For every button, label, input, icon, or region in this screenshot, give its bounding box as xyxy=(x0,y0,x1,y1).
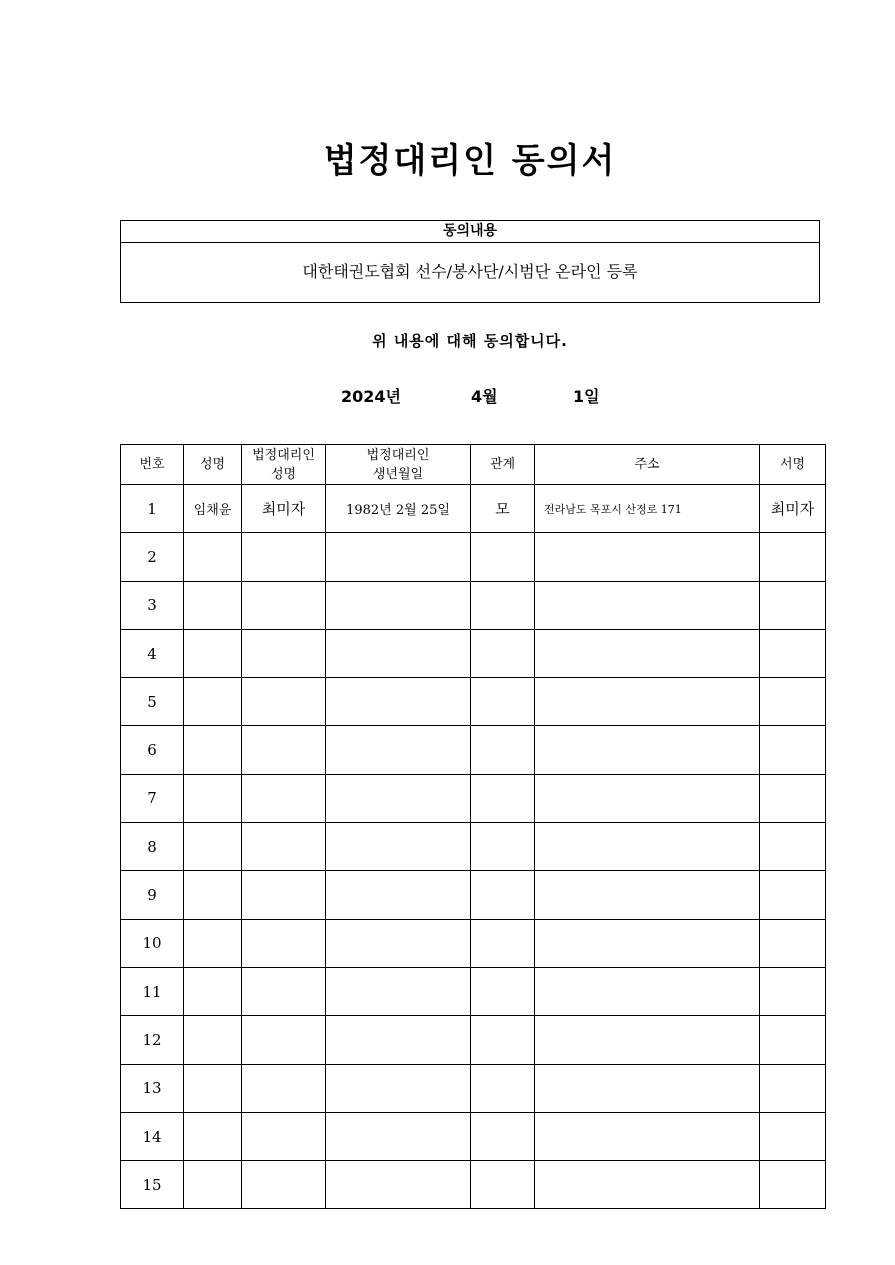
cell-relation xyxy=(471,774,535,822)
cell-address xyxy=(535,533,760,581)
cell-guardian-name xyxy=(242,823,326,871)
table-row xyxy=(121,1161,826,1209)
cell-guardian-birth xyxy=(326,533,471,581)
cell-number: 14 xyxy=(121,1112,184,1160)
cell-name xyxy=(184,1064,242,1112)
cell-number: 3 xyxy=(121,581,184,629)
cell-guardian-birth xyxy=(326,726,471,774)
table-row xyxy=(121,629,826,677)
table-row xyxy=(121,726,826,774)
cell-name xyxy=(184,774,242,822)
header-number: 번호 xyxy=(121,445,184,485)
header-signature: 서명 xyxy=(760,445,826,485)
cell-guardian-birth xyxy=(326,967,471,1015)
table-row xyxy=(121,823,826,871)
cell-relation xyxy=(471,726,535,774)
table-row xyxy=(121,1016,826,1064)
cell-address xyxy=(535,871,760,919)
cell-address: 전라남도 목포시 산정로 171 xyxy=(535,485,760,533)
cell-number: 8 xyxy=(121,823,184,871)
cell-guardian-name xyxy=(242,1016,326,1064)
cell-signature xyxy=(760,581,826,629)
cell-guardian-birth: 1982년 2월 25일 xyxy=(326,485,471,533)
cell-signature xyxy=(760,967,826,1015)
cell-address xyxy=(535,678,760,726)
cell-guardian-name xyxy=(242,1112,326,1160)
table-row xyxy=(121,919,826,967)
table-row xyxy=(121,1064,826,1112)
cell-address xyxy=(535,726,760,774)
cell-guardian-name xyxy=(242,581,326,629)
cell-signature xyxy=(760,1016,826,1064)
cell-name xyxy=(184,581,242,629)
cell-signature xyxy=(760,871,826,919)
cell-name xyxy=(184,726,242,774)
cell-number: 9 xyxy=(121,871,184,919)
cell-relation xyxy=(471,1016,535,1064)
cell-name xyxy=(184,678,242,726)
cell-relation: 모 xyxy=(471,485,535,533)
cell-address xyxy=(535,629,760,677)
table-row xyxy=(121,485,826,533)
cell-relation xyxy=(471,967,535,1015)
cell-address xyxy=(535,1064,760,1112)
cell-guardian-name xyxy=(242,726,326,774)
cell-relation xyxy=(471,823,535,871)
cell-guardian-birth xyxy=(326,678,471,726)
cell-name xyxy=(184,823,242,871)
table-row xyxy=(121,678,826,726)
cell-name xyxy=(184,1016,242,1064)
cell-address xyxy=(535,1161,760,1209)
cell-name: 임채윤 xyxy=(184,485,242,533)
cell-guardian-name xyxy=(242,919,326,967)
guardian-table xyxy=(120,444,826,1209)
cell-relation xyxy=(471,919,535,967)
cell-number: 15 xyxy=(121,1161,184,1209)
cell-number: 7 xyxy=(121,774,184,822)
cell-guardian-name xyxy=(242,678,326,726)
cell-signature xyxy=(760,1112,826,1160)
header-relation: 관계 xyxy=(471,445,535,485)
cell-guardian-name: 최미자 xyxy=(242,485,326,533)
header-guardian-name: 법정대리인 성명 xyxy=(242,445,326,485)
cell-relation xyxy=(471,629,535,677)
cell-name xyxy=(184,629,242,677)
cell-guardian-name xyxy=(242,967,326,1015)
cell-signature xyxy=(760,774,826,822)
cell-guardian-name xyxy=(242,533,326,581)
cell-guardian-name xyxy=(242,1064,326,1112)
consent-box xyxy=(120,220,820,303)
cell-signature xyxy=(760,629,826,677)
cell-signature xyxy=(760,1064,826,1112)
cell-guardian-birth xyxy=(326,823,471,871)
cell-guardian-birth xyxy=(326,871,471,919)
header-address: 주소 xyxy=(535,445,760,485)
cell-address xyxy=(535,823,760,871)
cell-guardian-birth xyxy=(326,774,471,822)
cell-number: 10 xyxy=(121,919,184,967)
cell-number: 4 xyxy=(121,629,184,677)
cell-guardian-name xyxy=(242,871,326,919)
cell-number: 2 xyxy=(121,533,184,581)
cell-address xyxy=(535,774,760,822)
cell-guardian-birth xyxy=(326,1016,471,1064)
table-row xyxy=(121,967,826,1015)
cell-address xyxy=(535,967,760,1015)
cell-relation xyxy=(471,1064,535,1112)
table-row xyxy=(121,774,826,822)
cell-number: 12 xyxy=(121,1016,184,1064)
date-month: 4월 xyxy=(471,387,498,406)
cell-guardian-birth xyxy=(326,919,471,967)
consent-header: 동의내용 xyxy=(121,221,819,243)
cell-signature xyxy=(760,533,826,581)
cell-name xyxy=(184,1161,242,1209)
cell-relation xyxy=(471,1161,535,1209)
cell-address xyxy=(535,1112,760,1160)
cell-relation xyxy=(471,581,535,629)
table-row xyxy=(121,1112,826,1160)
cell-number: 13 xyxy=(121,1064,184,1112)
agreement-statement: 위 내용에 대해 동의합니다. xyxy=(372,332,568,350)
cell-name xyxy=(184,967,242,1015)
cell-guardian-name xyxy=(242,1161,326,1209)
header-guardian-birth: 법정대리인 생년월일 xyxy=(326,445,471,485)
cell-name xyxy=(184,919,242,967)
cell-name xyxy=(184,1112,242,1160)
cell-signature xyxy=(760,726,826,774)
cell-signature xyxy=(760,919,826,967)
cell-signature xyxy=(760,823,826,871)
table-row xyxy=(121,581,826,629)
cell-signature xyxy=(760,678,826,726)
date-day: 1일 xyxy=(573,387,600,406)
table-row xyxy=(121,871,826,919)
cell-guardian-birth xyxy=(326,1161,471,1209)
cell-guardian-birth xyxy=(326,1112,471,1160)
header-name: 성명 xyxy=(184,445,242,485)
cell-guardian-name xyxy=(242,629,326,677)
cell-number: 5 xyxy=(121,678,184,726)
cell-relation xyxy=(471,678,535,726)
cell-number: 11 xyxy=(121,967,184,1015)
cell-address xyxy=(535,919,760,967)
cell-relation xyxy=(471,533,535,581)
date-year: 2024년 xyxy=(341,387,401,406)
document-title: 법정대리인 동의서 xyxy=(323,141,617,181)
cell-address xyxy=(535,581,760,629)
cell-number: 1 xyxy=(121,485,184,533)
cell-relation xyxy=(471,871,535,919)
cell-guardian-birth xyxy=(326,1064,471,1112)
cell-signature xyxy=(760,1161,826,1209)
cell-guardian-name xyxy=(242,774,326,822)
cell-number: 6 xyxy=(121,726,184,774)
cell-relation xyxy=(471,1112,535,1160)
consent-content: 대한태권도협회 선수/봉사단/시범단 온라인 등록 xyxy=(302,262,638,281)
cell-address xyxy=(535,1016,760,1064)
cell-name xyxy=(184,871,242,919)
cell-guardian-birth xyxy=(326,581,471,629)
table-header-row xyxy=(121,445,826,485)
table-row xyxy=(121,533,826,581)
cell-guardian-birth xyxy=(326,629,471,677)
cell-name xyxy=(184,533,242,581)
cell-signature: 최미자 xyxy=(760,485,826,533)
